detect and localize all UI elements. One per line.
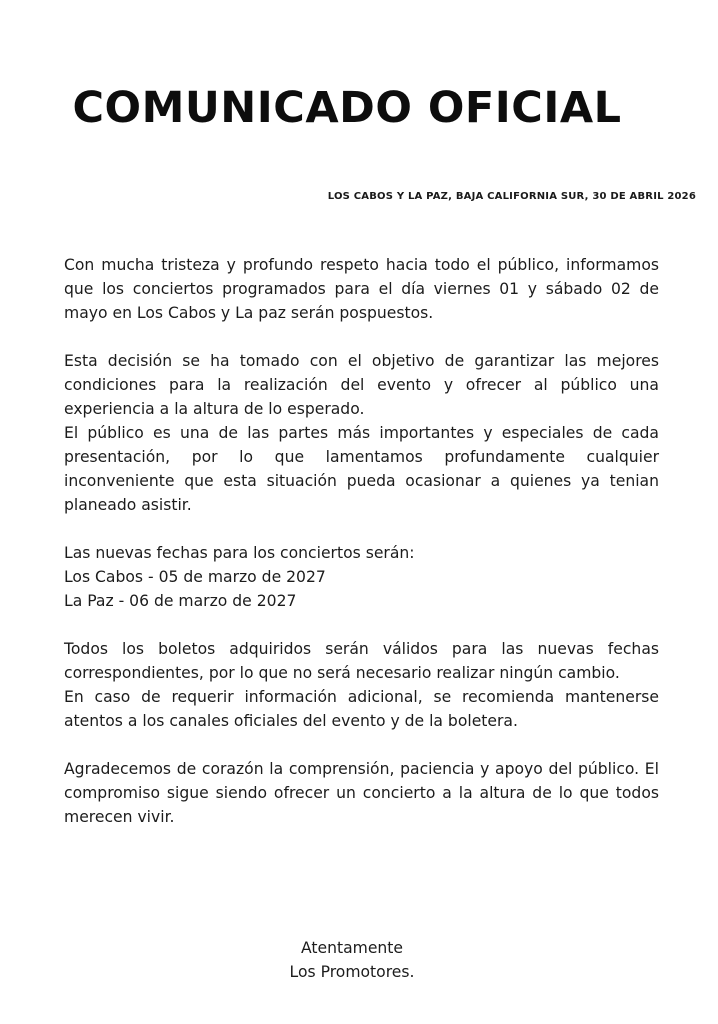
paragraph-thanks: Agradecemos de corazón la comprensión, paciencia y apoyo del público. El compromiso sigue siendo ofrecer un concierto a la altura de lo que todos merecen vivir. [64, 760, 659, 826]
signature-text: Los Promotores. [289, 963, 415, 981]
new-date-los-cabos: Los Cabos - 05 de marzo de 2027 [64, 568, 326, 586]
page-title: COMUNICADO OFICIAL [72, 83, 622, 133]
paragraph-tickets: Todos los boletos adquiridos serán válidos para las nuevas fechas correspondientes, por lo que no será necesario realizar ningún cambio. [64, 640, 659, 682]
new-dates-intro: Las nuevas fechas para los conciertos serán: [64, 544, 415, 562]
signoff [0, 936, 718, 984]
closing-text: Atentamente [300, 939, 404, 957]
announcement-body [64, 253, 659, 829]
paragraph-postponement: Con mucha tristeza y profundo respeto hacia todo el público, informamos que los conciertos programados para el día viernes 01 y sábado 02 de mayo en Los Cabos y La paz serán pospuestos. [64, 256, 659, 322]
paragraph-decision: Esta decisión se ha tomado con el objetivo de garantizar las mejores condiciones para la realización del evento y ofrecer al público una experiencia a la altura de lo esperado. [64, 352, 659, 418]
dateline: LOS CABOS Y LA PAZ, BAJA CALIFORNIA SUR, 30 DE ABRIL 2026 [327, 191, 696, 202]
paragraph-info: En caso de requerir información adicional, se recomienda mantenerse atentos a los canales oficiales del evento y de la boletera. [64, 688, 659, 730]
paragraph-apology: El público es una de las partes más importantes y especiales de cada presentación, por lo que lamentamos profundamente cualquier inconveniente que esta situación pueda ocasionar a quienes ya tenian planeado asistir. [64, 424, 659, 514]
new-date-la-paz: La Paz - 06 de marzo de 2027 [64, 592, 297, 610]
